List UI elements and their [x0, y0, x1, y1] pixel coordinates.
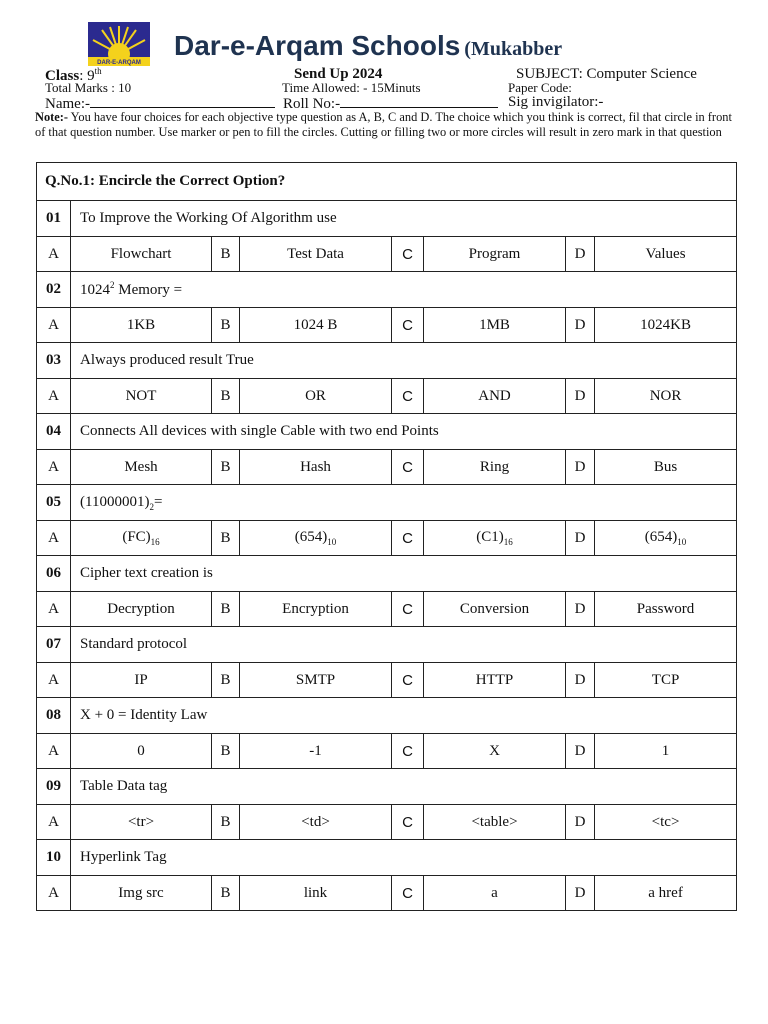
option-value[interactable]	[424, 237, 566, 272]
option-value[interactable]	[595, 450, 737, 485]
exam-title: Send Up 2024	[294, 66, 383, 82]
question-text	[71, 272, 737, 308]
options-row	[37, 450, 737, 485]
option-value[interactable]	[595, 734, 737, 769]
school-name	[174, 32, 562, 60]
option-text: 0	[137, 742, 145, 759]
options-row	[37, 308, 737, 343]
options-row	[37, 876, 737, 911]
option-value[interactable]	[240, 450, 392, 485]
question-text-main: Standard protocol	[80, 636, 188, 652]
options-row	[37, 521, 737, 556]
option-text: Conversion	[459, 600, 530, 617]
question-row	[37, 627, 737, 663]
option-text: Test Data	[287, 245, 344, 262]
option-text: Bus	[653, 458, 678, 475]
option-letter[interactable]: B	[212, 734, 240, 769]
question-row	[37, 769, 737, 805]
question-row	[37, 840, 737, 876]
instructions-note	[35, 110, 735, 140]
option-letter[interactable]: B	[212, 379, 240, 414]
question-number: 04	[37, 414, 71, 450]
sig-invigilator: Sig invigilator:-	[508, 94, 604, 110]
question-text-main: Connects All devices with single Cable with two end Points	[80, 423, 439, 439]
option-text: IP	[134, 671, 148, 688]
options-row	[37, 734, 737, 769]
note-text: You have four choices for each objective type question as A, B, C and D. The choice which you think is correct, fil that circle in front of that question number. Use marker or pen to fill the circles. Cutting or filling two or more circles will result in zero mark in that question	[35, 110, 732, 139]
option-text: OR	[305, 387, 326, 404]
option-text: Ring	[479, 458, 510, 475]
question-text	[71, 556, 737, 592]
school-logo	[88, 22, 150, 66]
option-value[interactable]	[595, 379, 737, 414]
mcq-table	[36, 162, 737, 911]
option-text: TCP	[651, 671, 680, 688]
class-label: Class	[45, 68, 80, 84]
option-letter[interactable]: D	[566, 876, 595, 911]
question-number: 05	[37, 485, 71, 521]
subject: SUBJECT: Computer Science	[516, 66, 697, 82]
option-subscript: 10	[677, 537, 687, 547]
option-letter[interactable]: C	[392, 592, 424, 627]
option-text: <td>	[301, 813, 330, 830]
question-text-main: Hyperlink Tag	[80, 849, 167, 865]
option-value[interactable]	[424, 805, 566, 840]
option-value[interactable]	[424, 876, 566, 911]
roll-field[interactable]	[340, 95, 498, 108]
question-text	[71, 627, 737, 663]
option-text: Img src	[118, 884, 164, 901]
option-text: 1KB	[126, 316, 156, 333]
option-value[interactable]	[240, 663, 392, 698]
option-text: Values	[645, 245, 686, 262]
option-value[interactable]	[71, 734, 212, 769]
option-letter[interactable]: C	[392, 308, 424, 343]
option-text: Program	[468, 245, 521, 262]
option-value[interactable]	[424, 734, 566, 769]
question-number: 09	[37, 769, 71, 805]
question-text-main: 1024	[80, 282, 110, 298]
option-text: 1MB	[479, 316, 510, 333]
options-row	[37, 379, 737, 414]
option-letter[interactable]: B	[212, 592, 240, 627]
option-letter[interactable]: A	[37, 592, 71, 627]
option-letter[interactable]: D	[566, 237, 595, 272]
option-value[interactable]	[424, 450, 566, 485]
question-subscript: 2	[149, 501, 154, 512]
option-text: 1	[661, 742, 670, 759]
option-text: (654)	[294, 529, 328, 545]
option-text: a	[491, 884, 498, 901]
option-value[interactable]	[240, 876, 392, 911]
options-row	[37, 805, 737, 840]
option-value[interactable]	[240, 237, 392, 272]
option-text: <table>	[471, 813, 518, 830]
option-value[interactable]	[424, 379, 566, 414]
option-letter[interactable]: C	[392, 379, 424, 414]
question-text	[71, 698, 737, 734]
option-text: AND	[478, 387, 511, 404]
class-sup: th	[94, 66, 102, 76]
option-letter[interactable]: C	[392, 521, 424, 556]
question-number: 02	[37, 272, 71, 308]
option-letter[interactable]: C	[392, 805, 424, 840]
question-text	[71, 769, 737, 805]
option-letter[interactable]: C	[392, 450, 424, 485]
option-value[interactable]	[240, 521, 392, 556]
option-value[interactable]	[595, 521, 737, 556]
option-text: Hash	[300, 458, 331, 475]
question-text-tail: Memory =	[114, 282, 183, 298]
option-text: <tr>	[127, 813, 155, 830]
option-subscript: 16	[503, 537, 513, 547]
option-letter[interactable]: C	[392, 876, 424, 911]
option-letter[interactable]: B	[212, 450, 240, 485]
question-text	[71, 485, 737, 521]
question-row	[37, 556, 737, 592]
question-number: 06	[37, 556, 71, 592]
question-text-main: Cipher text creation is	[80, 565, 213, 581]
question-number: 08	[37, 698, 71, 734]
question-number: 07	[37, 627, 71, 663]
name-label: Name:-	[45, 96, 90, 112]
options-row	[37, 663, 737, 698]
option-letter[interactable]: A	[37, 876, 71, 911]
option-letter[interactable]: B	[212, 237, 240, 272]
option-value[interactable]	[424, 521, 566, 556]
option-letter[interactable]: A	[37, 237, 71, 272]
note-label: Note:-	[35, 110, 69, 124]
option-letter[interactable]: C	[392, 663, 424, 698]
option-subscript: 16	[150, 537, 160, 547]
option-text: SMTP	[295, 671, 336, 688]
option-letter[interactable]: A	[37, 805, 71, 840]
option-text: 1024KB	[640, 316, 691, 333]
option-value[interactable]	[71, 592, 212, 627]
option-letter[interactable]: A	[37, 308, 71, 343]
option-text: Decryption	[107, 600, 175, 617]
option-letter[interactable]: A	[37, 379, 71, 414]
option-text: HTTP	[475, 671, 514, 688]
option-letter[interactable]: B	[212, 805, 240, 840]
option-letter[interactable]: D	[566, 592, 595, 627]
question-text-main: Always produced result True	[80, 352, 254, 368]
option-value[interactable]	[595, 308, 737, 343]
option-text: Flowchart	[110, 245, 172, 262]
question-text	[71, 343, 737, 379]
option-letter[interactable]: D	[566, 379, 595, 414]
option-text: (C1)	[476, 529, 504, 545]
option-value[interactable]	[240, 805, 392, 840]
option-text: link	[303, 884, 328, 901]
option-value[interactable]	[595, 876, 737, 911]
option-value[interactable]	[71, 876, 212, 911]
school-branch: (Mukabber	[464, 38, 563, 60]
option-letter[interactable]: B	[212, 308, 240, 343]
option-letter[interactable]: A	[37, 663, 71, 698]
option-value[interactable]	[424, 592, 566, 627]
option-value[interactable]	[424, 663, 566, 698]
option-letter[interactable]: D	[566, 805, 595, 840]
logo-text: DAR-E-ARQAM	[97, 60, 141, 66]
option-text: Encryption	[282, 600, 349, 617]
school-name-text: Dar-e-Arqam Schools	[174, 30, 461, 61]
question-row	[37, 698, 737, 734]
option-value[interactable]	[240, 379, 392, 414]
time-allowed: Time Allowed: - 15Minuts	[282, 80, 421, 95]
option-letter[interactable]: C	[392, 734, 424, 769]
option-value[interactable]	[595, 663, 737, 698]
option-subscript: 10	[327, 537, 337, 547]
option-text: NOR	[649, 387, 682, 404]
option-text: Mesh	[124, 458, 158, 475]
question-text-main: (11000001)	[80, 493, 150, 510]
question-number: 01	[37, 201, 71, 237]
option-value[interactable]	[595, 592, 737, 627]
question-text	[71, 840, 737, 876]
options-row	[37, 592, 737, 627]
option-text: X	[489, 742, 500, 759]
option-letter[interactable]: B	[212, 521, 240, 556]
option-value[interactable]	[240, 592, 392, 627]
question-text-main: Table Data tag	[80, 778, 168, 794]
option-letter[interactable]: B	[212, 663, 240, 698]
option-value[interactable]	[71, 521, 212, 556]
total-marks: Total Marks : 10	[45, 80, 132, 95]
options-row	[37, 237, 737, 272]
question-number: 10	[37, 840, 71, 876]
roll-label: Roll No:-	[283, 96, 341, 112]
option-text: (654)	[644, 529, 678, 545]
option-value[interactable]	[240, 734, 392, 769]
option-letter[interactable]: B	[212, 876, 240, 911]
option-text: (FC)	[122, 529, 151, 545]
option-value[interactable]	[240, 308, 392, 343]
option-value[interactable]	[71, 237, 212, 272]
option-value[interactable]	[71, 663, 212, 698]
question-row	[37, 272, 737, 308]
question-text-main: To Improve the Working Of Algorithm use	[80, 210, 337, 226]
question-text	[71, 201, 737, 237]
question-text-tail: =	[153, 493, 163, 510]
option-letter[interactable]: D	[566, 308, 595, 343]
option-letter[interactable]: D	[566, 450, 595, 485]
option-text: 1024 B	[293, 316, 338, 333]
option-value[interactable]	[71, 379, 212, 414]
option-text: <tc>	[651, 813, 680, 830]
question-row	[37, 414, 737, 450]
option-text: NOT	[125, 387, 157, 404]
option-letter[interactable]: A	[37, 521, 71, 556]
paper-code: Paper Code:	[508, 80, 572, 95]
option-text: -1	[309, 742, 322, 759]
option-letter[interactable]: A	[37, 734, 71, 769]
option-value[interactable]	[71, 308, 212, 343]
class-value: : 9	[79, 68, 95, 84]
option-value[interactable]	[595, 237, 737, 272]
option-letter[interactable]: D	[566, 734, 595, 769]
name-field[interactable]	[90, 95, 275, 108]
option-value[interactable]	[71, 805, 212, 840]
question-row	[37, 485, 737, 521]
section-title: Q.No.1: Encircle the Correct Option?	[37, 163, 737, 201]
option-value[interactable]	[595, 805, 737, 840]
question-text	[71, 414, 737, 450]
option-letter[interactable]: C	[392, 237, 424, 272]
option-letter[interactable]: D	[566, 663, 595, 698]
option-text: Password	[636, 600, 695, 617]
option-letter[interactable]: A	[37, 450, 71, 485]
question-number: 03	[37, 343, 71, 379]
question-text-main: X + 0 = Identity Law	[80, 707, 208, 723]
question-row	[37, 343, 737, 379]
option-letter[interactable]: D	[566, 521, 595, 556]
option-text: a href	[648, 884, 683, 901]
option-value[interactable]	[424, 308, 566, 343]
option-value[interactable]	[71, 450, 212, 485]
question-row	[37, 201, 737, 237]
question-superscript: 2	[110, 280, 115, 290]
